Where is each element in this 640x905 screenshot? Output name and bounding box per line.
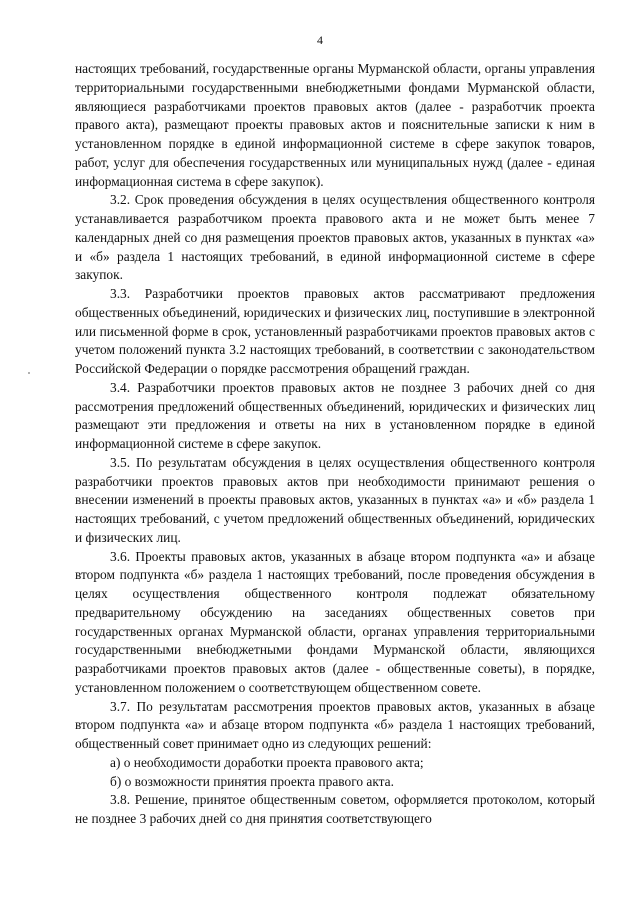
document-body [75,60,595,829]
paragraph-3-1-continuation: настоящих требований, государственные органы Мурманской области, органы управления территориальными государственными внебюджетными фондами Мурманской области, являющиеся разработчиками проектов правовых актов (далее - разработчик проекта правого акта), размещают проекты правовых актов и пояснительные записки к ним в установленном порядке в единой информационной системе в сфере закупок товаров, работ, услуг для обеспечения государственных или муниципальных нужд (далее - единая информационная система в сфере закупок). [75,61,595,189]
margin-speck [28,372,30,374]
paragraph-3-2: 3.2. Срок проведения обсуждения в целях осуществления общественного контроля устанавливается разработчиком проекта правового акта и не может быть менее 7 календарных дней со дня размещения проектов правовых актов, указанных в пунктах «а» и «б» раздела 1 настоящих требований, в единой информационной системе в сфере закупок. [75,192,595,283]
list-item-b: б) о возможности принятия проекта правого акта. [110,773,394,789]
paragraph-3-4: 3.4. Разработчики проектов правовых актов не позднее 3 рабочих дней со дня рассмотрения предложений общественных объединений, юридических и физических лиц размещают эти предложения и ответы на них в установленном порядке в единой информационной системе в сфере закупок. [75,379,595,451]
paragraph-3-3: 3.3. Разработчики проектов правовых актов рассматривают предложения общественных объединений, юридических и физических лиц, поступившие в электронной или письменной форме в срок, установленный разработчиками проектов правовых актов с учетом положений пункта 3.2 настоящих требований, в соответствии с законодательством Российской Федерации о порядке рассмотрения обращений граждан. [75,286,595,376]
paragraph-3-8: 3.8. Решение, принятое общественным советом, оформляется протоколом, который не позднее 3 рабочих дней со дня принятия соответствующего [75,792,595,826]
page-number: 4 [317,33,323,47]
list-item-a: а) о необходимости доработки проекта правового акта; [110,754,424,770]
paragraph-3-5: 3.5. По результатам обсуждения в целях осуществления общественного контроля разработчики проектов правовых актов при необходимости принимают решения о внесении изменений в проекты правовых актов, указанных в пунктах «а» и «б» раздела 1 настоящих требований, с учетом предложений общественных объединений, юридических и физических лиц. [75,454,595,545]
paragraph-3-7: 3.7. По результатам рассмотрения проектов правовых актов, указанных в абзаце втором подпункта «а» и абзаце втором подпункта «б» раздела 1 настоящих требований, общественный совет принимает одно из следующих решений: [75,698,595,751]
paragraph-3-6: 3.6. Проекты правовых актов, указанных в абзаце втором подпункта «а» и абзаце втором подпункта «б» раздела 1 настоящих требований, после проведения обсуждения в целях осуществления общественного контроля подлежат обязательному предварительному обсуждению на заседаниях общественных советов при государственных органах Мурманской области, органах управления территориальными государственными внебюджетными фондами Мурманской области, являющихся разработчиками проектов правовых актов (далее - общественные советы), в порядке, установленном положением о соответствующем общественном совете. [75,548,595,695]
